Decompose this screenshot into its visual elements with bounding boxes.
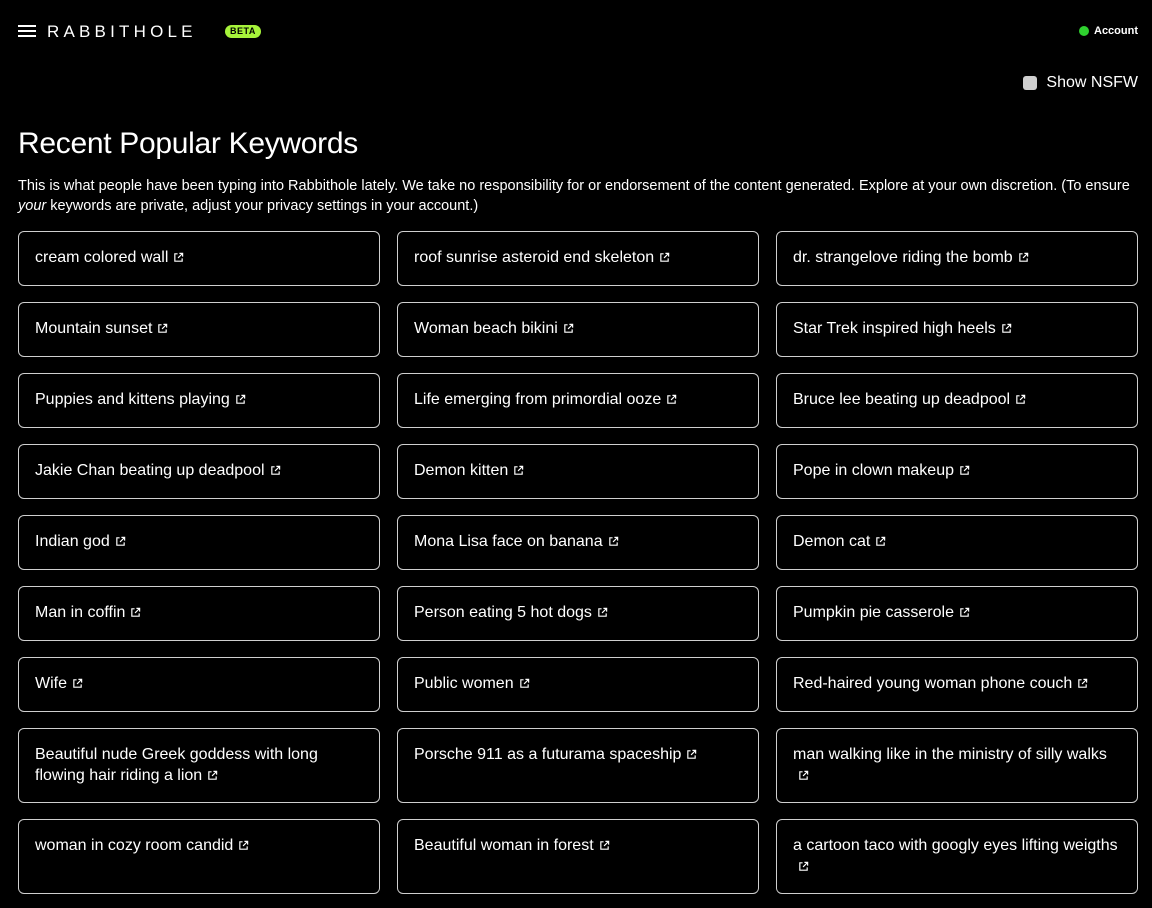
keyword-card[interactable] (18, 657, 380, 712)
keyword-card[interactable] (18, 302, 380, 357)
keyword-card[interactable] (776, 373, 1138, 428)
keyword-label: Wife (35, 675, 67, 692)
external-link-icon (597, 607, 608, 618)
external-link-icon (1001, 323, 1012, 334)
external-link-icon (1015, 394, 1026, 405)
keyword-card[interactable] (18, 515, 380, 570)
external-link-icon (599, 840, 610, 851)
top-bar (0, 0, 1152, 62)
keyword-label: Indian god (35, 533, 110, 550)
keyword-card[interactable] (18, 231, 380, 286)
external-link-icon (1018, 252, 1029, 263)
external-link-icon (238, 840, 249, 851)
keyword-card[interactable] (776, 444, 1138, 499)
account-label: Account (1094, 25, 1138, 37)
keyword-label: roof sunrise asteroid end skeleton (414, 249, 655, 266)
keyword-card[interactable] (18, 444, 380, 499)
account-status-dot (1079, 26, 1089, 36)
description-text-end: keywords are private, adjust your privacy settings in your account.) (46, 198, 479, 214)
keyword-label: Pumpkin pie casserole (793, 604, 954, 621)
keyword-label: Jakie Chan beating up deadpool (35, 462, 265, 479)
description-text: This is what people have been typing into Rabbithole lately. We take no responsibility for or endorsement of the content generated. Explore at your own discretion. (To ensure (18, 178, 1130, 194)
external-link-icon (130, 607, 141, 618)
external-link-icon (270, 465, 281, 476)
page-title: Recent Popular Keywords (18, 127, 358, 160)
external-link-icon (235, 394, 246, 405)
keyword-label: Mountain sunset (35, 320, 153, 337)
keyword-card[interactable] (776, 302, 1138, 357)
keyword-card[interactable] (397, 373, 759, 428)
keyword-label: dr. strangelove riding the bomb (793, 249, 1013, 266)
external-link-icon (173, 252, 184, 263)
nsfw-label: Show NSFW (1046, 74, 1138, 91)
keyword-label: Person eating 5 hot dogs (414, 604, 592, 621)
keyword-card[interactable] (776, 657, 1138, 712)
keyword-label: Mona Lisa face on banana (414, 533, 603, 550)
external-link-icon (1077, 678, 1088, 689)
external-link-icon (666, 394, 677, 405)
external-link-icon (519, 678, 530, 689)
keyword-label: Bruce lee beating up deadpool (793, 391, 1011, 408)
keyword-label: Beautiful woman in forest (414, 837, 594, 854)
keyword-card[interactable] (18, 586, 380, 641)
keyword-label: Life emerging from primordial ooze (414, 391, 662, 408)
nsfw-checkbox[interactable] (1023, 76, 1037, 90)
external-link-icon (207, 770, 218, 781)
external-link-icon (72, 678, 83, 689)
keyword-card[interactable] (776, 231, 1138, 286)
external-link-icon (513, 465, 524, 476)
logo[interactable]: RABBITHOLE (47, 22, 197, 41)
account-button[interactable] (1079, 25, 1138, 37)
keyword-card[interactable] (776, 728, 1138, 803)
external-link-icon (157, 323, 168, 334)
external-link-icon (659, 252, 670, 263)
external-link-icon (686, 749, 697, 760)
keyword-card[interactable] (397, 728, 759, 803)
external-link-icon (798, 861, 809, 872)
external-link-icon (563, 323, 574, 334)
beta-badge: BETA (225, 25, 261, 38)
keyword-card[interactable] (18, 819, 380, 894)
keyword-label: man walking like in the ministry of silly walks (793, 746, 1107, 763)
keyword-label: Public women (414, 675, 514, 692)
external-link-icon (875, 536, 886, 547)
keyword-label: cream colored wall (35, 249, 169, 266)
keyword-label: Man in coffin (35, 604, 126, 621)
external-link-icon (608, 536, 619, 547)
keyword-card[interactable] (776, 515, 1138, 570)
keyword-label: a cartoon taco with googly eyes lifting weigths (793, 837, 1118, 854)
keyword-label: Porsche 911 as a futurama spaceship (414, 746, 682, 763)
keyword-label: Star Trek inspired high heels (793, 320, 996, 337)
external-link-icon (115, 536, 126, 547)
keyword-card[interactable] (397, 302, 759, 357)
show-nsfw-toggle[interactable] (1023, 74, 1138, 92)
keyword-label: Beautiful nude Greek goddess with long flowing hair riding a lion (35, 746, 318, 784)
keyword-label: woman in cozy room candid (35, 837, 234, 854)
keyword-label: Red-haired young woman phone couch (793, 675, 1073, 692)
keyword-label: Demon kitten (414, 462, 509, 479)
keyword-card[interactable] (397, 819, 759, 894)
description-emphasis: your (18, 198, 47, 214)
hamburger-menu-icon[interactable] (18, 24, 36, 38)
external-link-icon (959, 607, 970, 618)
keyword-card[interactable] (397, 515, 759, 570)
keyword-card[interactable] (776, 586, 1138, 641)
keyword-label: Woman beach bikini (414, 320, 558, 337)
keyword-card[interactable] (776, 819, 1138, 894)
keyword-card[interactable] (18, 728, 380, 803)
external-link-icon (959, 465, 970, 476)
keyword-grid (18, 231, 1138, 894)
keyword-card[interactable] (397, 657, 759, 712)
external-link-icon (798, 770, 809, 781)
keyword-label: Pope in clown makeup (793, 462, 954, 479)
page-description (18, 176, 1138, 216)
keyword-card[interactable] (397, 444, 759, 499)
keyword-card[interactable] (397, 231, 759, 286)
keyword-label: Demon cat (793, 533, 871, 550)
keyword-label: Puppies and kittens playing (35, 391, 230, 408)
keyword-card[interactable] (18, 373, 380, 428)
keyword-card[interactable] (397, 586, 759, 641)
